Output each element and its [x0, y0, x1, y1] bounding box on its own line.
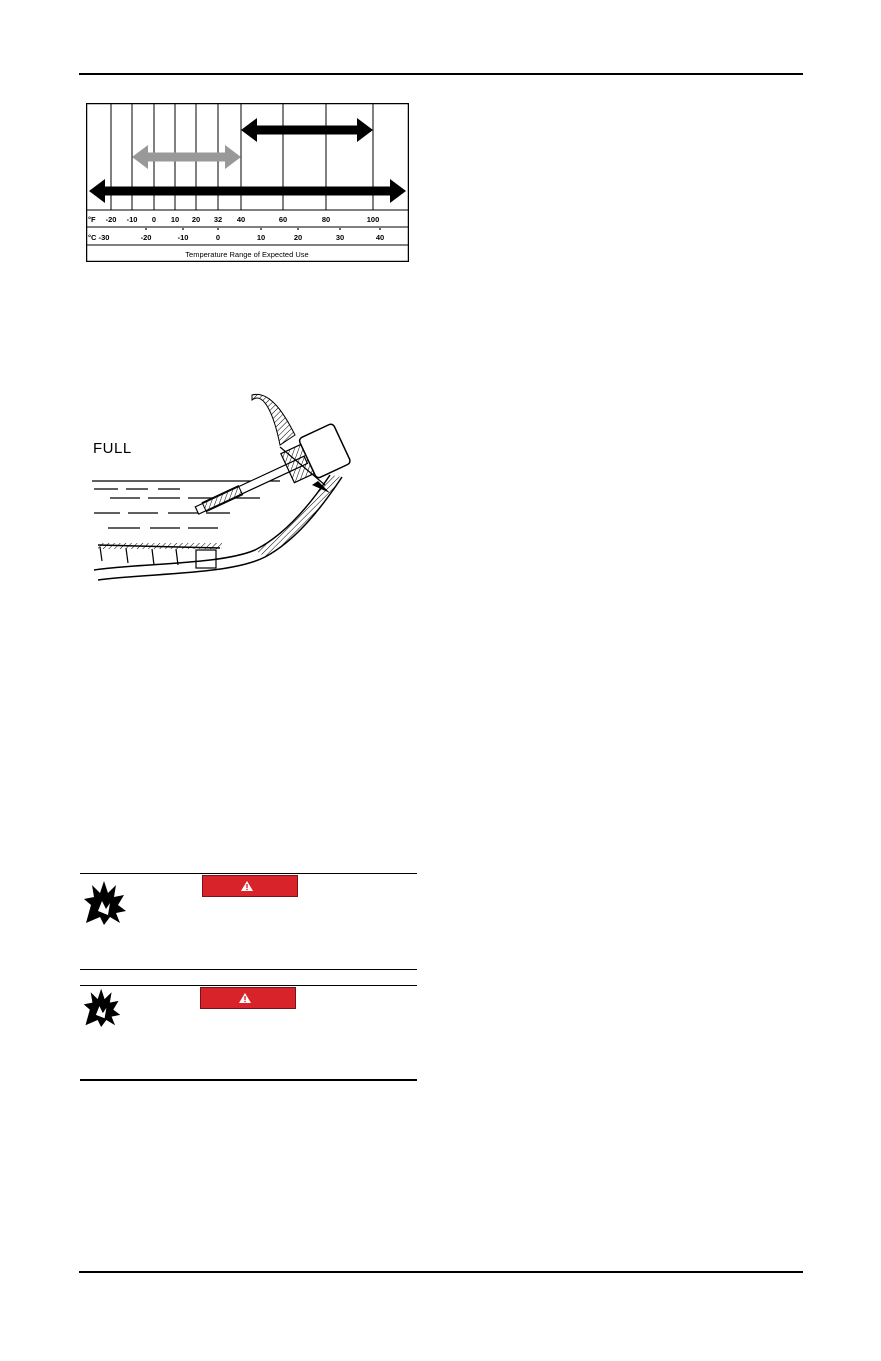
fahrenheit-tick-label: 80 — [321, 215, 331, 224]
celsius-tick-mark — [339, 228, 341, 230]
celsius-tick-mark — [182, 228, 184, 230]
warning-top-rule — [80, 873, 417, 874]
celsius-tick-label: 30 — [335, 233, 345, 242]
fill-level-illustration — [80, 385, 425, 590]
celsius-tick-label: 0 — [215, 233, 221, 242]
celsius-tick-label: 20 — [293, 233, 303, 242]
fahrenheit-tick-label: 32 — [213, 215, 223, 224]
fahrenheit-tick-label: 60 — [278, 215, 288, 224]
header-rule — [79, 73, 803, 75]
celsius-tick-label: -30 — [98, 233, 110, 242]
alert-triangle-icon — [238, 992, 252, 1004]
celsius-tick-label: -20 — [140, 233, 152, 242]
fahrenheit-tick-label: -10 — [126, 215, 138, 224]
alert-triangle-icon — [240, 880, 254, 892]
fahrenheit-tick-label: 10 — [170, 215, 180, 224]
celsius-tick-mark — [145, 228, 147, 230]
fahrenheit-tick-label: -20 — [105, 215, 117, 224]
explosion-icon — [82, 879, 128, 925]
celsius-tick-label: 40 — [375, 233, 385, 242]
warning-bottom-rule — [80, 969, 417, 970]
celsius-tick-mark — [260, 228, 262, 230]
warning-top-rule — [80, 985, 417, 986]
celsius-tick-mark — [297, 228, 299, 230]
celsius-tick-label: -10 — [177, 233, 189, 242]
temperature-range-chart — [86, 103, 409, 262]
full-level-label: FULL — [93, 440, 132, 457]
fahrenheit-tick-label: 20 — [191, 215, 201, 224]
chart-caption: Temperature Range of Expected Use — [185, 250, 309, 259]
fahrenheit-unit-label: °F — [88, 215, 96, 224]
danger-label — [202, 875, 298, 897]
warning-bottom-rule — [80, 1079, 417, 1081]
celsius-unit-label: °C — [88, 233, 97, 242]
footer-rule — [79, 1271, 803, 1273]
fahrenheit-tick-label: 40 — [236, 215, 246, 224]
celsius-tick-mark — [379, 228, 381, 230]
danger-label — [200, 987, 296, 1009]
danger-warning-1 — [80, 873, 417, 971]
fahrenheit-tick-label: 0 — [151, 215, 157, 224]
celsius-tick-mark — [217, 228, 219, 230]
explosion-icon — [82, 987, 122, 1027]
danger-warning-2 — [80, 985, 417, 1083]
celsius-tick-label: 10 — [256, 233, 266, 242]
fahrenheit-tick-label: 100 — [366, 215, 380, 224]
